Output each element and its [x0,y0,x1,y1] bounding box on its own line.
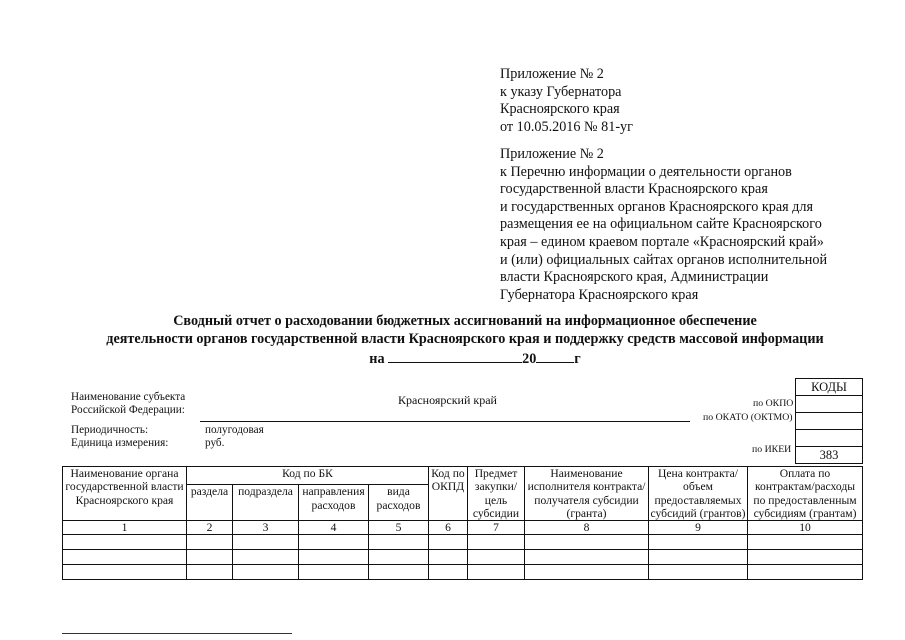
subject-label-line-1: Наименование субъекта [71,391,186,403]
table-cell[interactable] [187,550,233,565]
table-cell[interactable] [525,550,649,565]
appendix-list-line: и государственных органов Красноярского края для [500,198,814,215]
header-contract-price: Цена контракта/объем предоставляемых субсидий (грантов) [649,467,748,521]
column-number: 7 [468,521,525,535]
report-year-blank [536,348,574,363]
table-cell[interactable] [468,535,525,550]
appendix-list-line: государственной власти Красноярского края [500,181,768,198]
column-number-row [63,521,863,535]
header-authority-name: Наименование органа государственной власти Красноярского края [63,467,187,521]
table-cell[interactable] [233,550,299,565]
table-cell[interactable] [429,535,468,550]
table-cell[interactable] [233,565,299,580]
table-cell[interactable] [525,565,649,580]
header-kbk-direction: направления расходов [299,485,369,521]
table-cell[interactable] [369,550,429,565]
codes-header: КОДЫ [796,379,863,396]
column-number: 2 [187,521,233,535]
table-cell[interactable] [429,565,468,580]
table-cell[interactable] [649,535,748,550]
subject-label [71,391,185,417]
table-row [63,535,863,550]
subject-underline [200,421,690,422]
unit-label: Единица измерения: [71,437,169,449]
appendix-list-line: края – едином краевом портале «Красноярский край» [500,233,824,250]
subject-value: Красноярский край [398,393,497,407]
okpo-label: по ОКПО [753,398,794,409]
table-row [63,565,863,580]
table-cell[interactable] [369,535,429,550]
appendix-list-line: Губернатора Красноярского края [500,286,699,303]
header-kbk-section: раздела [187,485,233,521]
header-kbk: Код по БК [187,467,429,485]
column-number: 6 [429,521,468,535]
codes-box [795,378,863,464]
table-cell[interactable] [299,565,369,580]
appendix-decree-block [500,66,633,136]
appendix-list-line: к Перечню информации о деятельности органов [500,163,792,180]
header-purchase-subject: Предмет закупки/ цель субсидии [468,467,525,521]
header-kbk-type: вида расходов [369,485,429,521]
periodicity-value: полугодовая [205,424,264,436]
table-cell[interactable] [748,565,863,580]
report-date-prefix: на [369,351,385,368]
column-number: 1 [63,521,187,535]
appendix-decree-line: к указу Губернатора [500,83,622,100]
column-number: 9 [649,521,748,535]
appendix-decree-line: Приложение № 2 [500,66,604,82]
subject-label-line-2: Российской Федерации: [71,404,185,416]
table-cell[interactable] [187,565,233,580]
table-cell[interactable] [649,565,748,580]
table-cell[interactable] [649,550,748,565]
column-number: 5 [369,521,429,535]
report-title [40,313,890,369]
table-cell[interactable] [468,565,525,580]
okei-code-cell[interactable]: 383 [796,447,863,464]
column-number: 10 [748,521,863,535]
table-cell[interactable] [299,550,369,565]
table-cell[interactable] [63,550,187,565]
appendix-list-line: размещения ее на официальном сайте Красноярского [500,216,822,233]
okpo-code-cell[interactable] [796,396,863,413]
header-okpd: Код по ОКПД [429,467,468,521]
appendix-list-line: Приложение № 2 [500,146,604,162]
appendix-decree-line: от 10.05.2016 № 81-уг [500,118,633,135]
header-payment: Оплата по контрактам/расходы по предоставленным субсидиям (грантам) [748,467,863,521]
report-date-blank [388,348,522,363]
header-kbk-subsection: подраздела [233,485,299,521]
report-table [62,466,863,580]
extra-code-cell[interactable] [796,430,863,447]
report-title-line-1: Сводный отчет о расходовании бюджетных ассигнований на информационное обеспечение [173,313,757,329]
appendix-list-line: власти Красноярского края, Администрации [500,269,769,286]
table-cell[interactable] [748,550,863,565]
header-executor-name: Наименование исполнителя контракта/получателя субсидии (гранта) [525,467,649,521]
column-number: 8 [525,521,649,535]
table-row [63,550,863,565]
table-cell[interactable] [429,550,468,565]
appendix-list-block [500,146,827,304]
okei-label: по ИКЕИ [752,444,792,455]
table-cell[interactable] [299,535,369,550]
report-date-line [40,348,890,369]
appendix-decree-line: Красноярского края [500,101,620,118]
okato-code-cell[interactable] [796,413,863,430]
table-cell[interactable] [369,565,429,580]
report-title-line-2: деятельности органов государственной власти Красноярского края и поддержку средств массовой информации [106,330,824,347]
report-date-year: 20 [522,351,537,368]
unit-value: руб. [205,437,225,449]
table-cell[interactable] [233,535,299,550]
appendix-list-line: и (или) официальных сайтах органов исполнительной [500,251,828,268]
table-cell[interactable] [468,550,525,565]
table-cell[interactable] [187,535,233,550]
column-number: 4 [299,521,369,535]
table-cell[interactable] [525,535,649,550]
table-cell[interactable] [748,535,863,550]
report-date-suffix: г [574,351,581,368]
periodicity-label: Периодичность: [71,424,149,436]
table-cell[interactable] [63,565,187,580]
table-cell[interactable] [63,535,187,550]
footnote-separator [62,633,292,634]
okato-label: по ОКАТО (ОКТМО) [703,412,793,423]
column-number: 3 [233,521,299,535]
